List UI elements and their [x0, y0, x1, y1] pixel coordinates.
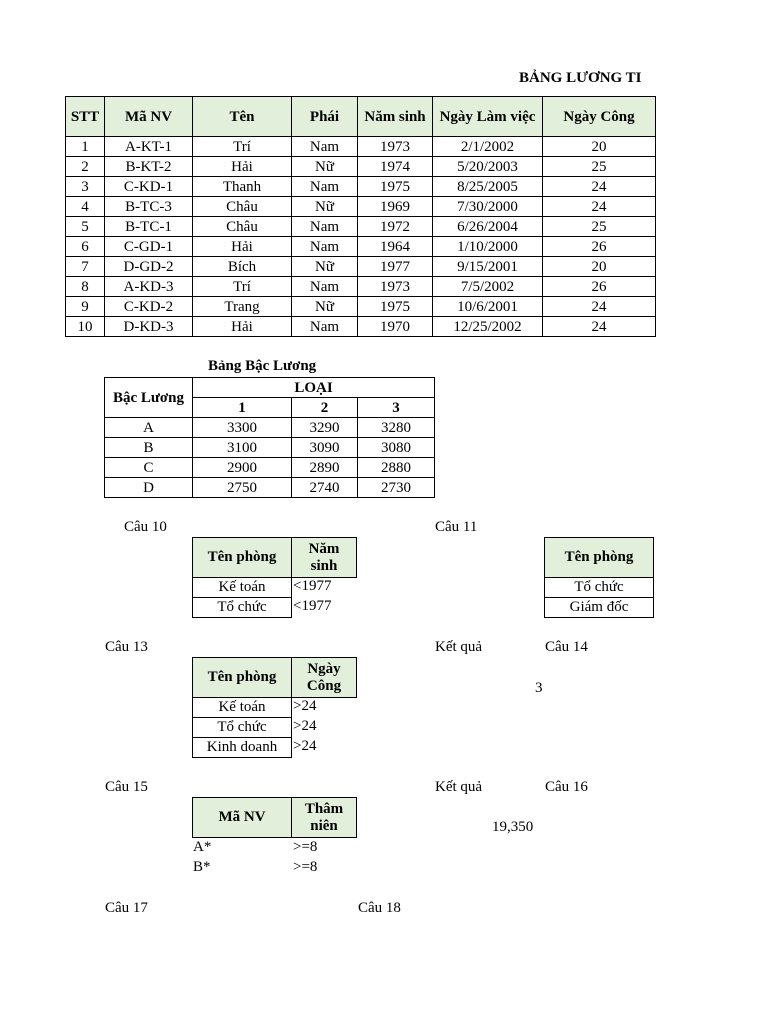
salary-cell[interactable]: D [105, 478, 193, 498]
q13-header-ngay-cong[interactable]: Ngày Công [291, 657, 357, 698]
q14-label: Câu 14 [545, 639, 588, 655]
table-cell[interactable]: Nữ [292, 297, 358, 317]
table-cell[interactable]: 1969 [358, 197, 433, 217]
q16-label: Câu 16 [545, 779, 588, 795]
table-cell[interactable]: C-KD-2 [105, 297, 193, 317]
table-row [66, 157, 656, 177]
table-cell[interactable]: 1972 [358, 217, 433, 237]
table-cell[interactable]: Nữ [292, 257, 358, 277]
q13-cell[interactable]: Kinh doanh [192, 737, 292, 758]
table-cell[interactable]: 20 [543, 257, 656, 277]
col-header-nam-sinh[interactable]: Năm sinh [358, 97, 433, 137]
salary-type-2[interactable]: 2 [292, 398, 358, 418]
q10-cell[interactable]: Tổ chức [192, 597, 292, 618]
salary-table-caption: Bảng Bậc Lương [208, 358, 317, 374]
table-cell[interactable]: Nam [292, 277, 358, 297]
salary-group-header[interactable]: LOẠI [193, 378, 435, 398]
table-row [66, 177, 656, 197]
table-cell[interactable]: Hải [193, 157, 292, 177]
table-cell[interactable]: Châu [193, 217, 292, 237]
salary-cell[interactable]: 3100 [193, 438, 292, 458]
table-cell[interactable]: 1973 [358, 277, 433, 297]
q11-label: Câu 11 [435, 519, 478, 535]
table-cell[interactable]: 20 [543, 137, 656, 157]
col-header-ngay-cong[interactable]: Ngày Công [543, 97, 656, 137]
q13-cell[interactable]: >24 [293, 698, 317, 714]
table-row [66, 197, 656, 217]
col-header-ma-nv[interactable]: Mã NV [105, 97, 193, 137]
table-row [66, 217, 656, 237]
table-cell[interactable]: 24 [543, 177, 656, 197]
table-cell[interactable]: 24 [543, 297, 656, 317]
employee-table [65, 96, 656, 337]
q15-header-ma-nv[interactable]: Mã NV [192, 797, 292, 838]
table-cell[interactable]: 24 [543, 317, 656, 337]
q17-label: Câu 17 [105, 900, 148, 916]
salary-cell[interactable]: 2750 [193, 478, 292, 498]
q15-cell[interactable]: >=8 [293, 839, 318, 855]
table-cell[interactable]: 1974 [358, 157, 433, 177]
table-cell[interactable]: 6/26/2004 [433, 217, 543, 237]
table-cell[interactable]: 1/10/2000 [433, 237, 543, 257]
sheet-title: BẢNG LƯƠNG TI [519, 70, 642, 86]
table-cell[interactable]: C-KD-1 [105, 177, 193, 197]
table-cell[interactable]: 1964 [358, 237, 433, 257]
salary-cell[interactable]: 3300 [193, 418, 292, 438]
table-cell[interactable]: 12/25/2002 [433, 317, 543, 337]
q10-header-nam-sinh[interactable]: Năm sinh [291, 537, 357, 578]
table-cell[interactable]: 1 [66, 137, 105, 157]
table-cell[interactable]: 24 [543, 197, 656, 217]
table-cell[interactable]: 25 [543, 157, 656, 177]
q15-cell[interactable]: >=8 [293, 859, 318, 875]
table-cell[interactable]: 8 [66, 277, 105, 297]
table-cell[interactable]: B-TC-1 [105, 217, 193, 237]
q15-cell[interactable]: B* [193, 859, 211, 875]
salary-row [105, 458, 435, 478]
table-cell[interactable]: B-KT-2 [105, 157, 193, 177]
salary-cell[interactable]: 3080 [358, 438, 435, 458]
table-cell[interactable]: 1973 [358, 137, 433, 157]
salary-row [105, 478, 435, 498]
col-header-ten[interactable]: Tên [193, 97, 292, 137]
table-cell[interactable]: 1977 [358, 257, 433, 277]
q15-label: Câu 15 [105, 779, 148, 795]
salary-cell[interactable]: 3090 [292, 438, 358, 458]
salary-row-header[interactable]: Bậc Lương [105, 378, 193, 418]
q11-cell[interactable]: Tổ chức [544, 577, 654, 598]
table-row [66, 257, 656, 277]
table-cell[interactable]: Châu [193, 197, 292, 217]
q13-cell[interactable]: >24 [293, 738, 317, 754]
table-cell[interactable]: Nam [292, 317, 358, 337]
table-cell[interactable]: Nam [292, 237, 358, 257]
table-cell[interactable]: 9/15/2001 [433, 257, 543, 277]
table-cell[interactable]: 1975 [358, 177, 433, 197]
table-cell[interactable]: 1970 [358, 317, 433, 337]
employee-table-body [66, 137, 656, 337]
q13-header-ten-phong[interactable]: Tên phòng [192, 657, 292, 698]
table-cell[interactable]: D-KD-3 [105, 317, 193, 337]
salary-cell[interactable]: C [105, 458, 193, 478]
table-cell[interactable]: 1975 [358, 297, 433, 317]
salary-type-1[interactable]: 1 [193, 398, 292, 418]
table-cell[interactable]: Hải [193, 237, 292, 257]
table-row [66, 297, 656, 317]
q10-header-ten-phong[interactable]: Tên phòng [192, 537, 292, 578]
salary-table-body [105, 418, 435, 498]
table-cell[interactable]: 8/25/2005 [433, 177, 543, 197]
table-cell[interactable]: 2/1/2002 [433, 137, 543, 157]
q13-result-value[interactable]: 3 [535, 680, 543, 696]
salary-cell[interactable]: 2730 [358, 478, 435, 498]
salary-grade-table [104, 377, 435, 498]
table-cell[interactable]: 25 [543, 217, 656, 237]
table-cell[interactable]: A-KT-1 [105, 137, 193, 157]
q13-cell[interactable]: Tổ chức [192, 717, 292, 738]
q11-header-ten-phong[interactable]: Tên phòng [544, 537, 654, 578]
table-cell[interactable]: 7 [66, 257, 105, 277]
table-cell[interactable]: 7/30/2000 [433, 197, 543, 217]
table-cell[interactable]: 5 [66, 217, 105, 237]
col-header-ngay-lam-viec[interactable]: Ngày Làm việc [433, 97, 543, 137]
table-cell[interactable]: 2 [66, 157, 105, 177]
q11-cell[interactable]: Giám đốc [544, 597, 654, 618]
table-cell[interactable]: Nam [292, 177, 358, 197]
q15-result-label: Kết quả [435, 779, 483, 795]
salary-cell[interactable]: B [105, 438, 193, 458]
table-cell[interactable]: Bích [193, 257, 292, 277]
salary-cell[interactable]: 2880 [358, 458, 435, 478]
table-cell[interactable]: 6 [66, 237, 105, 257]
q13-result-label: Kết quả [435, 639, 483, 655]
q18-label: Câu 18 [358, 900, 401, 916]
table-cell[interactable]: 4 [66, 197, 105, 217]
table-row [66, 277, 656, 297]
table-cell[interactable]: 9 [66, 297, 105, 317]
salary-type-3[interactable]: 3 [358, 398, 435, 418]
table-cell[interactable]: Trang [193, 297, 292, 317]
table-cell[interactable]: Nam [292, 217, 358, 237]
salary-cell[interactable]: 2900 [193, 458, 292, 478]
table-row [66, 137, 656, 157]
salary-cell[interactable]: 3280 [358, 418, 435, 438]
table-cell[interactable]: A-KD-3 [105, 277, 193, 297]
q15-cell[interactable]: A* [193, 839, 212, 855]
table-cell[interactable]: 10 [66, 317, 105, 337]
table-row [66, 237, 656, 257]
table-cell[interactable]: C-GD-1 [105, 237, 193, 257]
table-row [66, 317, 656, 337]
q10-cell[interactable]: Kế toán [192, 577, 292, 598]
table-cell[interactable]: 5/20/2003 [433, 157, 543, 177]
table-cell[interactable]: B-TC-3 [105, 197, 193, 217]
table-cell[interactable]: 7/5/2002 [433, 277, 543, 297]
table-cell[interactable]: 10/6/2001 [433, 297, 543, 317]
q13-cell[interactable]: >24 [293, 718, 317, 734]
table-cell[interactable]: 3 [66, 177, 105, 197]
q13-cell[interactable]: Kế toán [192, 697, 292, 718]
table-cell[interactable]: D-GD-2 [105, 257, 193, 277]
q15-result-value[interactable]: 19,350 [492, 819, 534, 835]
col-header-phai[interactable]: Phái [292, 97, 358, 137]
table-cell[interactable]: Thanh [193, 177, 292, 197]
table-cell[interactable]: Hải [193, 317, 292, 337]
table-cell[interactable]: Trí [193, 137, 292, 157]
salary-cell[interactable]: 3290 [292, 418, 358, 438]
table-cell[interactable]: Nữ [292, 157, 358, 177]
q10-cell[interactable]: <1977 [293, 598, 332, 614]
col-header-stt[interactable]: STT [66, 97, 105, 137]
salary-cell[interactable]: 2890 [292, 458, 358, 478]
salary-row [105, 418, 435, 438]
q13-label: Câu 13 [105, 639, 148, 655]
table-cell[interactable]: Nam [292, 137, 358, 157]
q15-header-tham-nien[interactable]: Thâm niên [291, 797, 357, 838]
table-cell[interactable]: 26 [543, 277, 656, 297]
salary-row [105, 438, 435, 458]
salary-cell[interactable]: 2740 [292, 478, 358, 498]
salary-cell[interactable]: A [105, 418, 193, 438]
q10-label: Câu 10 [124, 519, 167, 535]
table-cell[interactable]: 26 [543, 237, 656, 257]
table-cell[interactable]: Nữ [292, 197, 358, 217]
q10-cell[interactable]: <1977 [293, 578, 332, 594]
table-cell[interactable]: Trí [193, 277, 292, 297]
